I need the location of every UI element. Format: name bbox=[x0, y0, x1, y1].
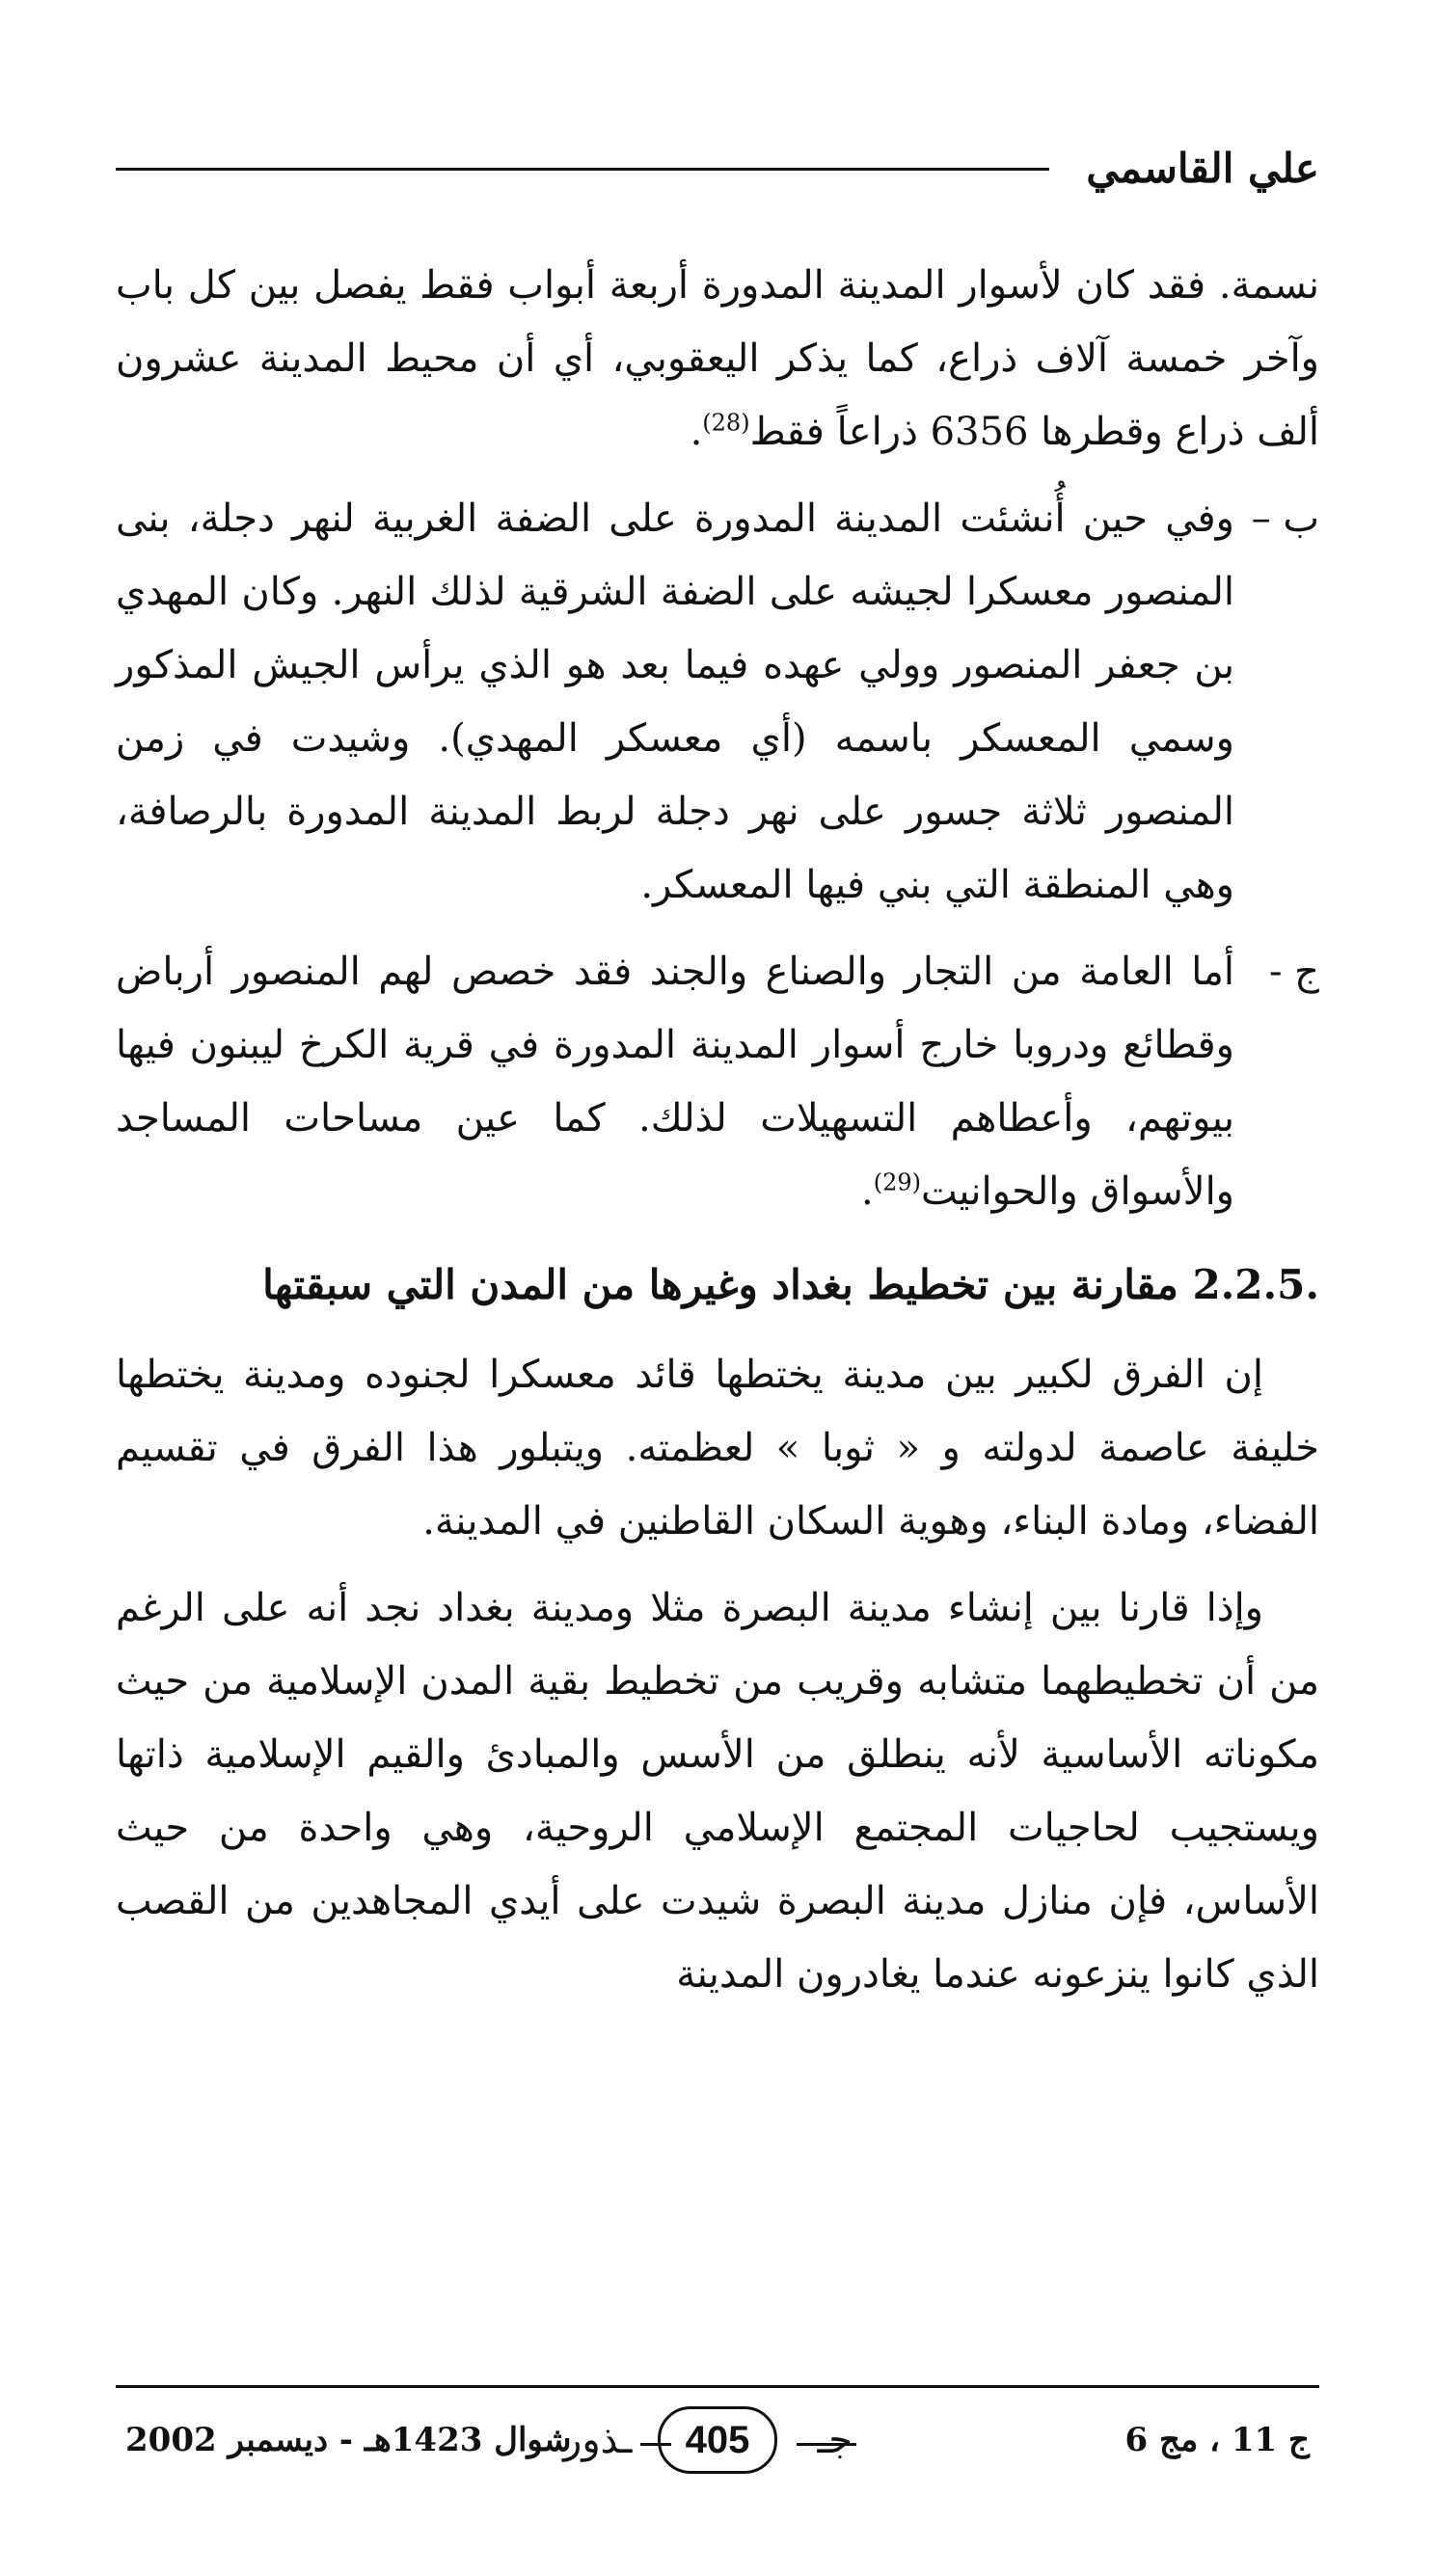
paragraph-basra: وإذا قارنا بين إنشاء مدينة البصرة مثلا ومدينة بغداد نجد أنه على الرغم من أن تخطيطهما متشابه وقريب من تخطيط بقية المدن الإسلامية من حيث مكوناته الأساسية لأنه ينطلق من الأسس والمبادئ والقيم الإسلامية ذاتها ويستجيب لحاجيات المجتمع الإسلامي الروحية، وهي واحدة من حيث الأساس، فإن منازل مدينة البصرة شيدت على أيدي المجاهدين من القصب الذي كانوا ينزعونه عندما يغادرون المدينة bbox=[116, 1586, 1319, 1997]
footer-rule bbox=[116, 2385, 1319, 2388]
journal-name-start: جـ bbox=[817, 2418, 853, 2462]
list-text-b: وفي حين أُنشئت المدينة المدورة على الضفة الغربية لنهر دجلة، بنى المنصور معسكرا لجيشه على الضفة الشرقية لذلك النهر. وكان المهدي بن جعفر المنصور وولي عهده فيما بعد هو الذي يرأس الجيش المذكور وسمي المعسكر باسمه (أي معسكر المهدي). وشيدت في زمن المنصور ثلاثة جسور على نهر دجلة لربط المدينة المدورة بالرصافة، وهي المنطقة التي بني فيها المعسكر. bbox=[116, 496, 1234, 907]
running-header bbox=[116, 135, 1319, 202]
section-heading bbox=[116, 1246, 1319, 1325]
paragraph-compare: إن الفرق لكبير بين مدينة يختطها قائد معسكرا لجنوده ومدينة يختطها خليفة عاصمة لدولته و « ثوبا » لعظمته. ويتبلور هذا الفرق في تقسيم الفضاء، ومادة البناء، وهوية السكان القاطنين في المدينة. bbox=[116, 1353, 1319, 1543]
logo-stroke-left bbox=[640, 2443, 671, 2446]
header-rule bbox=[116, 168, 1049, 171]
list-item-c bbox=[116, 935, 1319, 1228]
footnote-ref-28: (28) bbox=[702, 409, 750, 437]
running-footer bbox=[116, 2397, 1319, 2483]
page-number: 405 bbox=[658, 2406, 777, 2474]
list-text-c: أما العامة من التجار والصناع والجند فقد خصص لهم المنصور أرباض وقطائع ودروبا خارج أسوار المدينة المدورة في قرية الكرخ ليبنون فيها بيوتهم، وأعطاهم التسهيلات لذلك. كما عين مساحات المساجد والأسواق والحوانيت$^{(29)}$. bbox=[116, 950, 1234, 1214]
issue-date: شوال 1423هـ - ديسمبر 2002 bbox=[125, 2421, 572, 2459]
paragraph-intro: نسمة. فقد كان لأسوار المدينة المدورة أربعة أبواب فقط يفصل بين كل باب وآخر خمسة آلاف ذراع، كما يذكر اليعقوبي، أي أن محيط المدينة عشرون ألف ذراع وقطرها 6356 ذراعاً فقط$^{(28)}$. bbox=[116, 263, 1319, 454]
volume-info: ج 11 ، مج 6 bbox=[1124, 2421, 1310, 2459]
journal-name-end: ـذور bbox=[563, 2418, 633, 2462]
journal-logo bbox=[544, 2397, 891, 2483]
author-name: علي القاسمي bbox=[1086, 145, 1319, 192]
list-marker-c: ج - bbox=[1268, 950, 1319, 994]
list-marker-b: ب – bbox=[1251, 496, 1319, 541]
body-text bbox=[116, 249, 1319, 2011]
section-number: 2.2.5. bbox=[1192, 1261, 1319, 1308]
section-title: مقارنة بين تخطيط بغداد وغيرها من المدن التي سبقتها bbox=[262, 1261, 1178, 1308]
list-item-b bbox=[116, 482, 1319, 922]
logo-stroke-right bbox=[797, 2443, 856, 2446]
footnote-ref-29: (29) bbox=[873, 1168, 922, 1196]
